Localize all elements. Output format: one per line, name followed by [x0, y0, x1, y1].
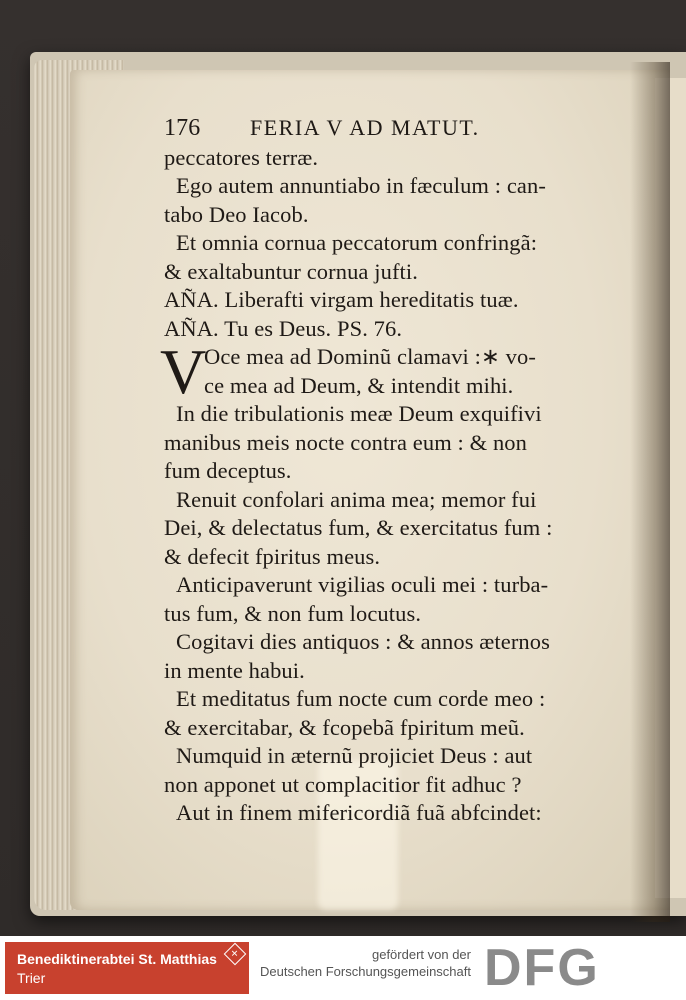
text-line: tabo Deo Iacob.: [164, 201, 309, 227]
verse-line: in mente habui.: [164, 657, 305, 683]
text-line: Et omnia cornua peccatorum confringã:: [176, 230, 538, 255]
institution-city: Trier: [17, 970, 46, 986]
text-line: & exaltabuntur cornua jufti.: [164, 258, 418, 284]
dfg-logo[interactable]: DFG: [484, 939, 600, 997]
verse-line: & exercitabar, & fcopebã fpiritum meũ.: [164, 714, 525, 740]
institution-badge[interactable]: [5, 942, 249, 994]
institution-name: Benediktinerabtei St. Matthias: [17, 951, 217, 967]
antiphon-line: AÑA. Tu es Deus. PS. 76.: [164, 315, 403, 341]
funding-line-1: gefördert von der: [371, 947, 471, 962]
running-title: FERIA V AD MATUT.: [250, 115, 480, 140]
page-number: 176: [164, 115, 201, 141]
verse-line: Numquid in æternũ projiciet Deus : aut: [176, 743, 533, 768]
text-line: Oce mea ad Dominũ clamavi :∗ vo-: [204, 344, 536, 369]
page-text: [160, 114, 634, 828]
antiphon-line: AÑA. Liberafti virgam hereditatis tuæ.: [164, 287, 519, 312]
verse-line: Anticipaverunt vigilias oculi mei : turba-: [176, 572, 549, 597]
funding-line-2: Deutschen Forschungsgemeinschaft: [259, 964, 471, 979]
verse-line: In die tribulationis meæ Deum exquifivi: [176, 401, 542, 426]
verse-line: Aut in finem mifericordiã fuã abfcindet:: [176, 800, 542, 825]
verse-line: & defecit fpiritus meus.: [164, 543, 381, 569]
abbey-emblem-icon: ✕: [224, 943, 247, 966]
verse-line: fum deceptus.: [164, 458, 292, 483]
verse-line: Dei, & delectatus fum, & exercitatus fum :: [164, 515, 553, 540]
verse-line: manibus meis nocte contra eum : & non: [164, 429, 527, 455]
verse-line: tus fum, & non fum locutus.: [164, 600, 422, 626]
running-header: [164, 114, 634, 143]
drop-cap: V: [160, 336, 207, 407]
text-line: Ego autem annuntiabo in fæculum : can-: [176, 173, 546, 198]
psalm-opening: [160, 336, 634, 407]
verse-line: Renuit confolari anima mea; memor fui: [176, 486, 537, 512]
text-line: ce mea ad Deum, & intendit mihi.: [204, 372, 514, 398]
verse-line: Cogitavi dies antiquos : & annos æternos: [176, 629, 550, 654]
book-gutter: [630, 62, 670, 922]
text-line: peccatores terræ.: [164, 144, 319, 170]
verse-line: Et meditatus fum nocte cum corde meo :: [176, 686, 546, 711]
verse-line: non apponet ut complacitior fit adhuc ?: [164, 771, 522, 797]
funding-note: [260, 946, 471, 980]
